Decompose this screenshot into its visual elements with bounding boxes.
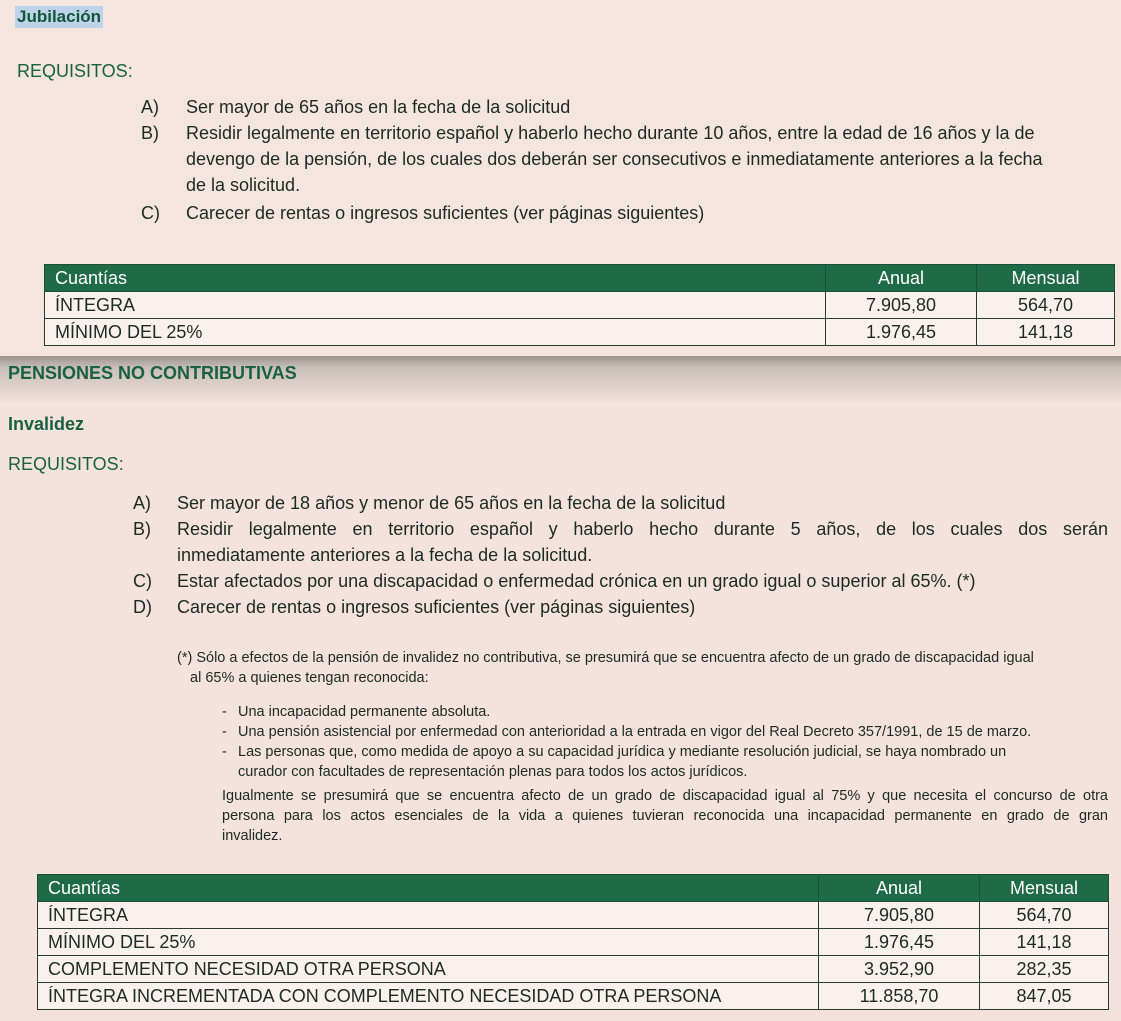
bullet-text: Una pensión asistencial por enfermedad con anterioridad a la entrada en vigor del Real Decreto 357/1991, de 15 de marzo.	[238, 724, 1032, 740]
footnote-intro	[177, 648, 1109, 688]
requirement-letter: C)	[141, 203, 160, 223]
jubilacion-title: Jubilación	[17, 7, 102, 26]
cell-anual: 3.952,90	[819, 956, 980, 983]
column-header-anual: Anual	[826, 265, 977, 292]
list-item: - Una incapacidad permanente absoluta.	[222, 704, 491, 720]
cell-anual: 7.905,80	[826, 292, 977, 319]
requirement-letter: B)	[141, 123, 159, 143]
cell-mensual: 141,18	[980, 929, 1109, 956]
cell-anual: 11.858,70	[819, 983, 980, 1010]
table-row	[38, 983, 1109, 1010]
requirement-letter: D)	[133, 597, 152, 617]
jubilacion-panel	[0, 0, 1121, 356]
list-item: - Una pensión asistencial por enfermedad con anterioridad a la entrada en vigor del Real Decreto 357/1991, de 15 de marzo.	[222, 724, 1032, 740]
column-header-mensual: Mensual	[980, 875, 1109, 902]
column-header-cuantias: Cuantías	[38, 875, 819, 902]
requirement-text: Ser mayor de 65 años en la fecha de la solicitud	[186, 97, 571, 117]
footnote-line: invalidez.	[222, 828, 283, 844]
requirement-text: Carecer de rentas o ingresos suficientes (ver páginas siguientes)	[186, 203, 705, 223]
cell-anual: 7.905,80	[819, 902, 980, 929]
invalidez-panel	[0, 356, 1121, 1021]
requirement-letter: A)	[141, 97, 159, 117]
requirement-letter: C)	[133, 571, 152, 591]
invalidez-amounts-table	[37, 874, 1109, 1010]
requirement-text-line: de la solicitud.	[186, 175, 301, 195]
cell-mensual: 847,05	[980, 983, 1109, 1010]
column-header-anual: Anual	[819, 875, 980, 902]
column-header-cuantias: Cuantías	[45, 265, 826, 292]
table-row	[38, 902, 1109, 929]
invalidez-subtitle: Invalidez	[8, 414, 85, 434]
section-title: PENSIONES NO CONTRIBUTIVAS	[8, 363, 297, 383]
requisitos-label: REQUISITOS:	[17, 61, 133, 81]
cell-concept: MÍNIMO DEL 25%	[45, 319, 826, 346]
requirement-a	[133, 490, 1108, 516]
cell-mensual: 564,70	[980, 902, 1109, 929]
cell-anual: 1.976,45	[826, 319, 977, 346]
cell-concept: ÍNTEGRA	[38, 902, 819, 929]
footnote-line: (*) Sólo a efectos de la pensión de invalidez no contributiva, se presumirá que se encuentra afecto de un grado de discapacidad igual	[177, 650, 1034, 666]
table-row	[45, 292, 1115, 319]
bullet-text: Una incapacidad permanente absoluta.	[238, 704, 491, 720]
requirement-a	[141, 94, 1116, 120]
cell-anual: 1.976,45	[819, 929, 980, 956]
requirement-letter: B)	[133, 519, 151, 539]
requirement-text: Estar afectados por una discapacidad o enfermedad crónica en un grado igual o superior al 65%. (*)	[177, 571, 976, 591]
requirement-letter: A)	[133, 493, 151, 513]
requirement-d	[133, 594, 1108, 620]
cell-mensual: 282,35	[980, 956, 1109, 983]
requirement-c	[141, 200, 1116, 226]
requirement-text: Carecer de rentas o ingresos suficientes (ver páginas siguientes)	[177, 597, 696, 617]
footnote-line: al 65% a quienes tengan reconocida:	[190, 670, 429, 686]
requirement-text-line: devengo de la pensión, de los cuales dos deberán ser consecutivos e inmediatamente anteriores a la fecha	[186, 149, 1043, 169]
requirement-c	[133, 568, 1108, 594]
requisitos-label: REQUISITOS:	[8, 454, 124, 474]
cell-mensual: 564,70	[977, 292, 1115, 319]
cell-concept: COMPLEMENTO NECESIDAD OTRA PERSONA	[38, 956, 819, 983]
column-header-mensual: Mensual	[977, 265, 1115, 292]
table-row	[45, 319, 1115, 346]
cell-concept: MÍNIMO DEL 25%	[38, 929, 819, 956]
footnote-closing	[222, 786, 1108, 846]
jubilacion-amounts-table	[44, 264, 1115, 346]
table-row	[38, 956, 1109, 983]
table-row	[38, 929, 1109, 956]
requirement-b	[141, 120, 1116, 198]
requirement-text-line: Residir legalmente en territorio español y haberlo hecho durante 5 años, de los cuales dos serán	[177, 519, 1108, 539]
footnote-line: persona para los actos esenciales de la vida a quienes tuvieran reconocida una incapacidad permanente en grado de gran	[222, 808, 1108, 824]
requirement-b	[133, 516, 1108, 568]
requirement-text-line: inmediatamente anteriores a la fecha de la solicitud.	[177, 545, 593, 565]
bullet-text: curador con facultades de representación plenas para todos los actos jurídicos.	[238, 764, 748, 780]
table-header-row	[45, 265, 1115, 292]
cell-mensual: 141,18	[977, 319, 1115, 346]
list-item: - Las personas que, como medida de apoyo a su capacidad jurídica y mediante resolución judicial, se haya nombrado un curador con facultades de representación plenas para todos los actos jurídicos.	[222, 744, 1007, 780]
bullet-text: Las personas que, como medida de apoyo a su capacidad jurídica y mediante resolución judicial, se haya nombrado un	[238, 744, 1007, 760]
cell-concept: ÍNTEGRA	[45, 292, 826, 319]
footnote-line: Igualmente se presumirá que se encuentra afecto de un grado de discapacidad igual al 75% y que necesita el concurso de otra	[222, 788, 1108, 804]
footnote-bullet-list	[222, 702, 1112, 782]
cell-concept: ÍNTEGRA INCREMENTADA CON COMPLEMENTO NECESIDAD OTRA PERSONA	[38, 983, 819, 1010]
requirement-text-line: Residir legalmente en territorio español y haberlo hecho durante 10 años, entre la edad de 16 años y la de	[186, 123, 1035, 143]
requirement-text: Ser mayor de 18 años y menor de 65 años en la fecha de la solicitud	[177, 493, 726, 513]
table-header-row	[38, 875, 1109, 902]
